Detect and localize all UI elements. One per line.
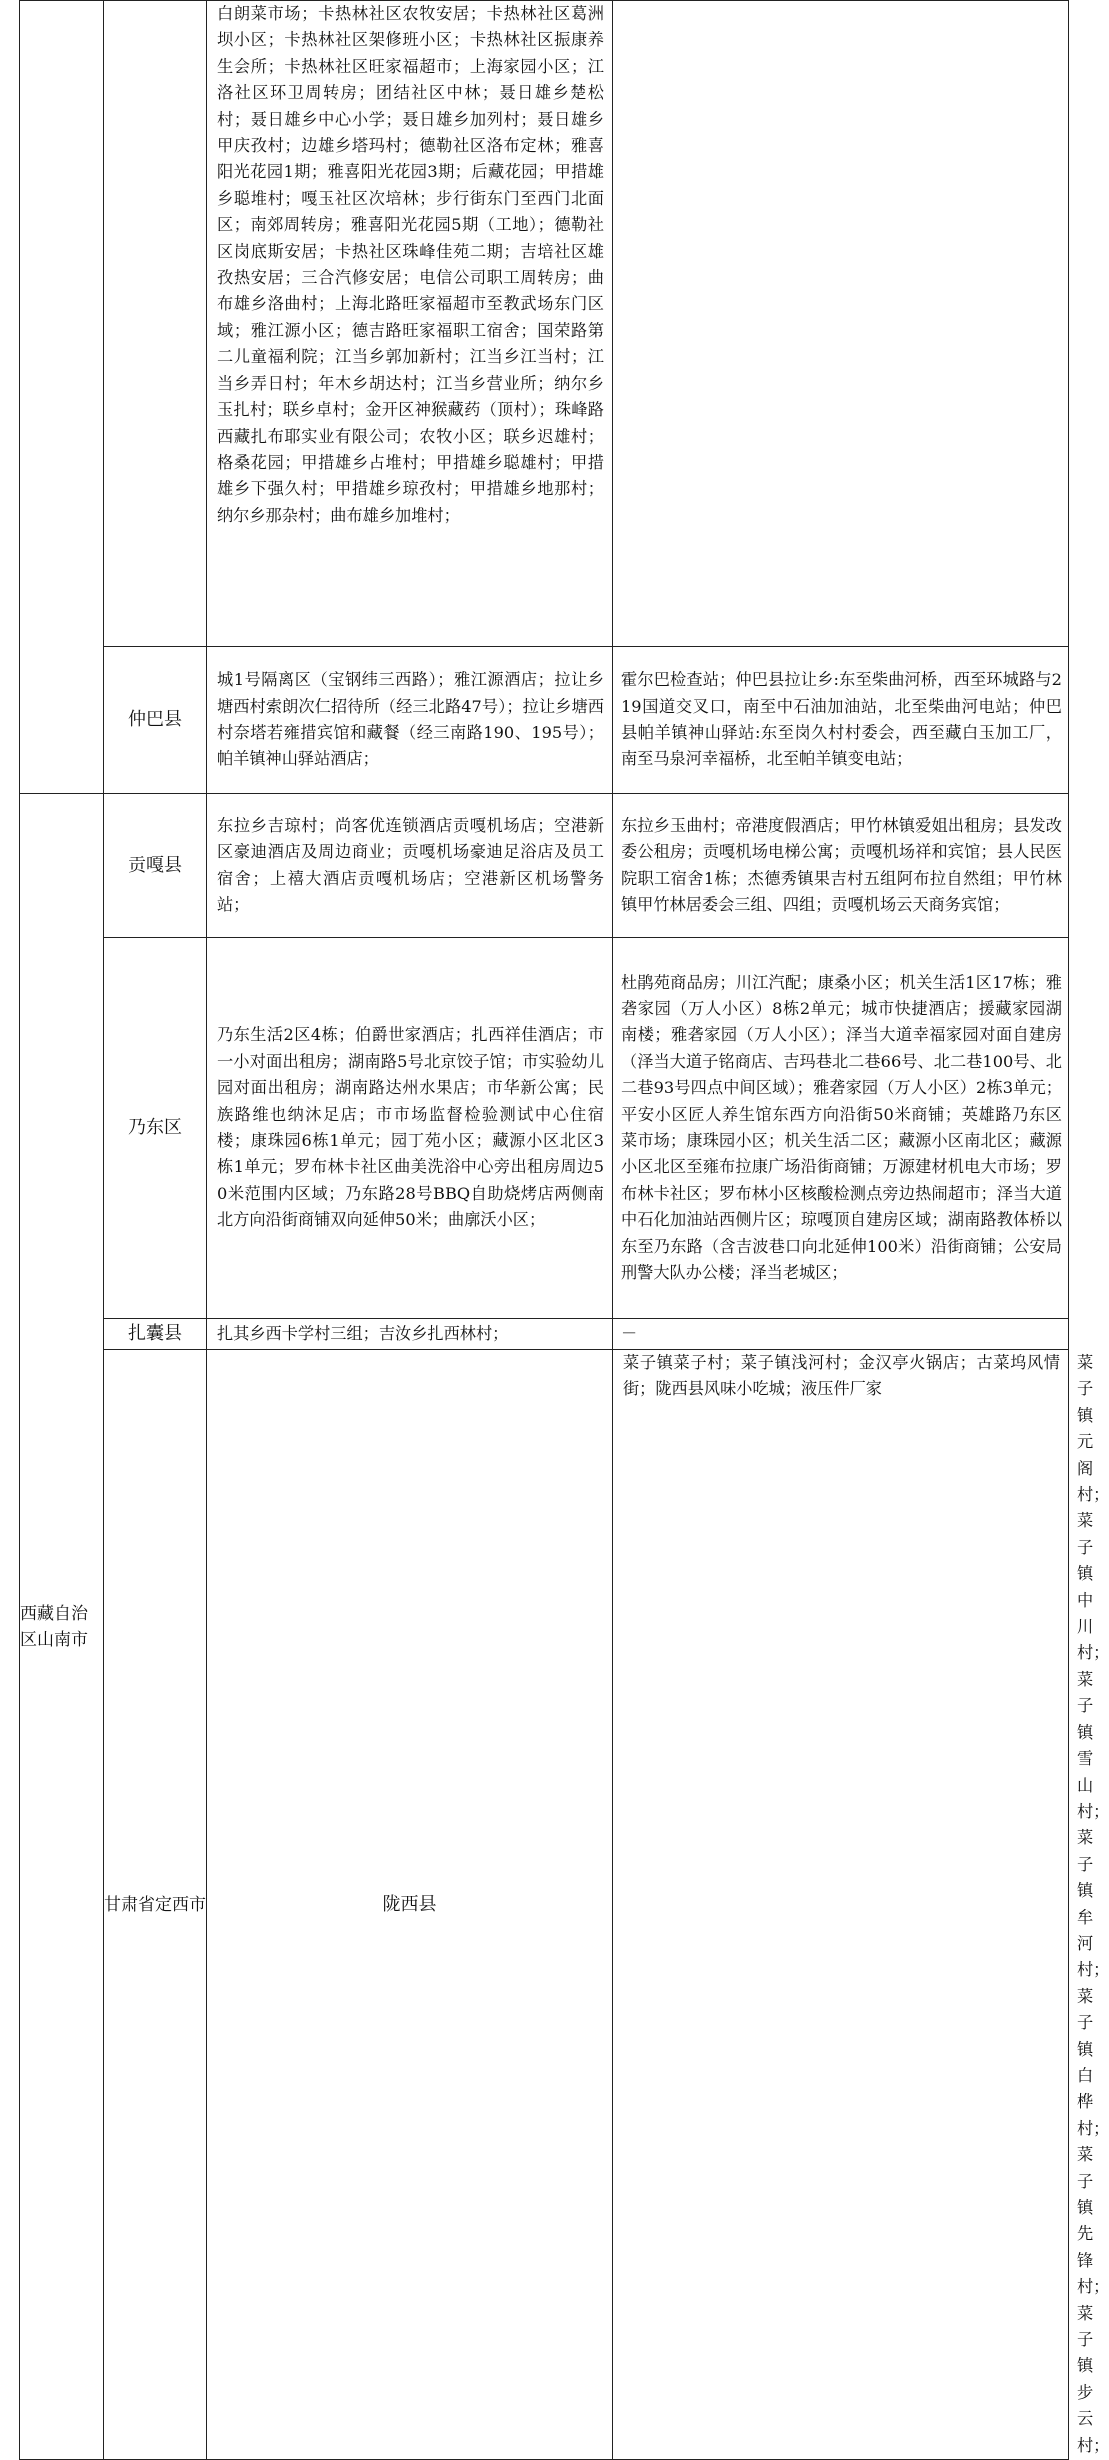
other-list: 杜鹃苑商品房；川江汽配；康桑小区；机关生活1区17栋；雅砻家园（万人小区）8栋2单元；城市快捷酒店；援藏家园湖南楼；雅砻家园（万人小区）；泽当大道幸福家园对面自建房（泽当大道子铭商店、吉玛巷北二巷66号、北二巷100号、北二巷93号四点中间区域）；雅砻家园（万人小区）2栋3单元；平安小区匠人养生馆东西方向沿街50米商铺；英雄路乃东区菜市场；康珠园小区；机关生活二区；藏源小区南北区；藏源小区北区至雍布拉康广场沿街商铺；万源建材机电大市场；罗布林卡社区；罗布林小区核酸检测点旁边热闹超市；泽当大道中石化加油站西侧片区；琼嘎顶自建房区域；湖南路教体桥以东至乃东路（含吉波巷口向北延伸100米）沿街商铺；公安局刑警大队办公楼；泽当老城区； — [621, 972, 1062, 1283]
region-cell — [20, 794, 104, 2460]
district-name: 贡嘎县 — [128, 854, 182, 876]
table-row — [20, 938, 1069, 1319]
zone-list: 白朗菜市场；卡热林社区农牧安居；卡热林社区葛洲坝小区；卡热林社区架修班小区；卡热林社区振康养生会所；卡热林社区旺家福超市；上海家园小区；江洛社区环卫周转房；团结社区中林；聂日雄乡楚松村；聂日雄乡中心小学；聂日雄乡加列村；聂日雄乡甲庆孜村；边雄乡塔玛村；德勒社区洛布定林；雅喜阳光花园1期；雅喜阳光花园3期；后藏花园；甲措雄乡聪堆村；嘎玉社区次培林；步行街东门至西门北面区；南郊周转房；雅喜阳光花园5期（工地）；德勒社区岗底斯安居；卡热社区珠峰佳苑二期；吉培社区雄孜热安居；三合汽修安居；电信公司职工周转房；曲布雄乡洛曲村；上海北路旺家福超市至教武场东门区域；雅江源小区；德吉路旺家福职工宿舍；国荣路第二儿童福利院；江当乡郭加新村；江当乡江当村；江当乡弄日村；年木乡胡达村；江当乡营业所；纳尔乡玉扎村；联乡卓村；金开区神猴藏药（顶村）；珠峰路西藏扎布耶实业有限公司；农牧小区；联乡迟雄村；格桑花园；甲措雄乡占堆村；甲措雄乡聪雄村；甲措雄乡下强久村；甲措雄乡琼孜村；甲措雄乡地那村；纳尔乡那杂村；曲布雄乡加堆村； — [217, 4, 604, 525]
district-cell — [104, 1319, 207, 1350]
other-cell — [613, 938, 1069, 1319]
table-row — [20, 647, 1069, 794]
zone-cell — [207, 794, 613, 938]
zone-list: 城1号隔离区（宝钢纬三西路）；雅江源酒店；拉让乡塘西村索朗次仁招待所（经三北路47号）；拉让乡塘西村奈塔若雍措宾馆和藏餐（经三南路190、195号）；帕羊镇神山驿站酒店； — [217, 670, 604, 769]
region-cell — [20, 1, 104, 794]
table-row — [20, 794, 1069, 938]
other-cell — [613, 647, 1069, 794]
zone-cell — [207, 647, 613, 794]
other-cell — [613, 1319, 1069, 1350]
region-name: 西藏自治区山南市 — [20, 1603, 88, 1650]
table-row — [20, 1350, 1069, 2460]
district-cell — [104, 1, 207, 647]
other-cell — [613, 794, 1069, 938]
region-name: 甘肃省定西市 — [104, 1894, 206, 1915]
zone-cell — [207, 1, 613, 647]
district-name: 仲巴县 — [128, 709, 182, 730]
zone-cell — [207, 938, 613, 1319]
zone-list: 东拉乡吉琼村；尚客优连锁酒店贡嘎机场店；空港新区豪迪酒店及周边商业；贡嘎机场豪迪足浴店及员工宿舍；上禧大酒店贡嘎机场店；空港新区机场警务站； — [217, 815, 604, 914]
district-name: 陇西县 — [382, 1893, 437, 1915]
zone-cell — [207, 1319, 613, 1350]
district-name: 扎囊县 — [128, 1323, 182, 1344]
zone-list: 乃东生活2区4栋；伯爵世家酒店；扎西祥佳酒店；市一小对面出租房；湖南路5号北京饺子馆；市实验幼儿园对面出租房；湖南路达州水果店；市华新公寓；民族路维也纳沐足店；市市场监督检验测试中心住宿楼；康珠园6栋1单元；园丁苑小区；藏源小区北区3栋1单元；罗布林卡社区曲美洗浴中心旁出租房周边50米范围内区域；乃东路28号BBQ自助烧烤店两侧南北方向沿街商铺双向延伸50米；曲廓沃小区； — [217, 1025, 604, 1230]
zone-list: 扎其乡西卡学村三组；吉汝乡扎西林村； — [217, 1323, 509, 1343]
district-cell — [207, 1350, 613, 2460]
region-cell — [104, 1350, 207, 2460]
other-list: 霍尔巴检查站；仲巴县拉让乡:东至柴曲河桥，西至环城路与219国道交叉口，南至中石油加油站，北至柴曲河电站；仲巴县帕羊镇神山驿站:东至岗久村村委会，西至藏白玉加工厂，南至马泉河幸福桥，北至帕羊镇变电站； — [621, 670, 1062, 769]
other-list: － — [621, 1323, 638, 1343]
district-cell — [104, 794, 207, 938]
other-cell — [613, 1, 1069, 647]
district-cell — [104, 647, 207, 794]
other-list: 菜子镇元阁村；菜子镇中川村；菜子镇雪山村；菜子镇牟河村；菜子镇白桦村；菜子镇先锋村；菜子镇步云村； — [1077, 1353, 1109, 2455]
risk-area-table — [19, 0, 1109, 2460]
table-row — [20, 1, 1069, 647]
zone-cell — [613, 1350, 1069, 2460]
zone-list: 菜子镇菜子村；菜子镇浅河村；金汉亭火锅店；古菜坞风情街；陇西县风味小吃城；液压件厂家 — [623, 1353, 1060, 1399]
district-name: 乃东区 — [128, 1117, 182, 1138]
table-row — [20, 1319, 1069, 1350]
district-cell — [104, 938, 207, 1319]
other-list: 东拉乡玉曲村；帝港度假酒店；甲竹林镇爱姐出租房；县发改委公租房；贡嘎机场电梯公寓；贡嘎机场祥和宾馆；县人民医院职工宿舍1栋；杰德秀镇果吉村五组阿布拉自然组；甲竹林镇甲竹林居委会三组、四组；贡嘎机场云天商务宾馆； — [621, 815, 1062, 914]
